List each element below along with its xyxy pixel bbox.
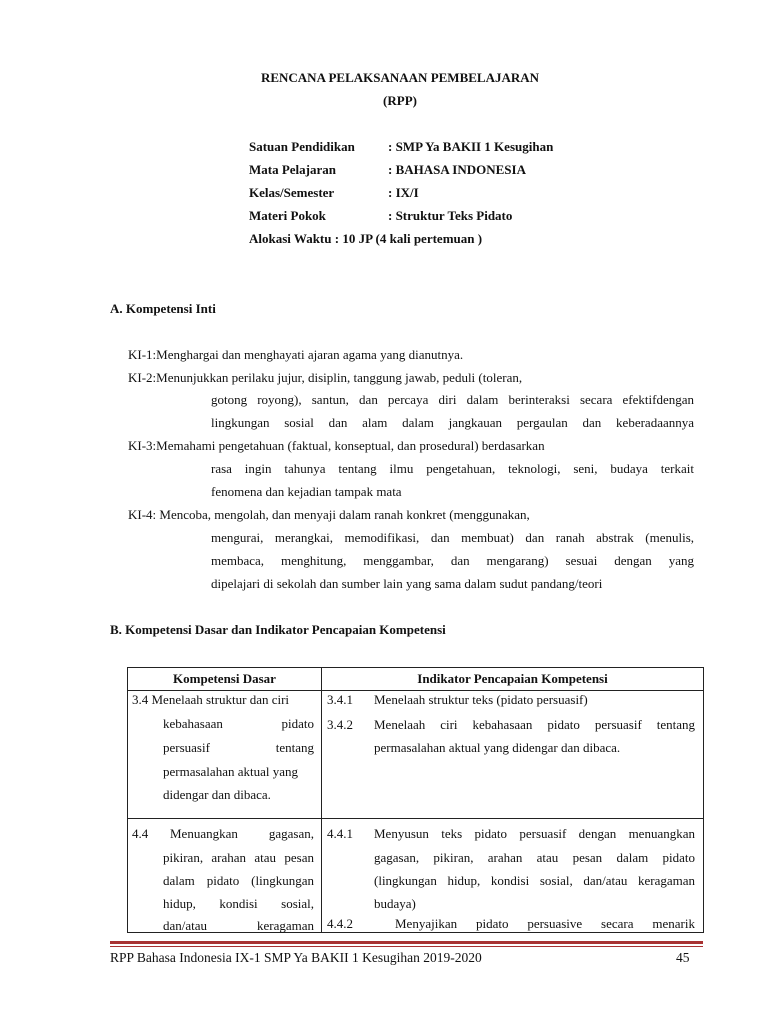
indikator-text: permasalahan aktual yang didengar dan dibaca.	[374, 740, 621, 755]
indikator-text: Menyusun teks pidato persuasif dengan menuangkan	[374, 826, 695, 841]
footer-rule	[110, 946, 703, 947]
indikator-number: 4.4.1	[327, 826, 353, 841]
identity-label-satuan: Satuan Pendidikan	[249, 139, 355, 154]
indikator-number: 3.4.1	[327, 692, 353, 707]
ki-4-line: KI-4: Mencoba, mengolah, dan menyaji dalam ranah konkret (menggunakan,	[128, 507, 530, 522]
ki-3-continuation: rasa ingin tahunya tentang ilmu pengetahuan, teknologi, seni, budaya terkait	[211, 461, 694, 476]
ki-2-continuation: lingkungan sosial dan alam dalam jangkauan pergaulan dan keberadaannya	[211, 415, 694, 430]
kd-3-4-line: didengar dan dibaca.	[163, 787, 271, 802]
table-header-indikator: Indikator Pencapaian Kompetensi	[322, 668, 704, 691]
indikator-text: (lingkungan hidup, kondisi sosial, dan/atau keragaman	[374, 873, 695, 888]
identity-value-kelas: : IX/I	[388, 185, 419, 200]
identity-label-materi: Materi Pokok	[249, 208, 326, 223]
indikator-number: 4.4.2	[327, 916, 353, 931]
kd-3-4-line: 3.4 Menelaah struktur dan ciri	[132, 692, 290, 707]
document-subtitle: (RPP)	[383, 93, 417, 108]
kd-4-4-line: hidup, kondisi sosial,	[163, 896, 314, 911]
page-number: 45	[676, 950, 690, 965]
indikator-text: budaya)	[374, 896, 416, 911]
footer-text: RPP Bahasa Indonesia IX-1 SMP Ya BAKII 1 Kesugihan 2019-2020	[110, 950, 482, 965]
identity-value-satuan: : SMP Ya BAKII 1 Kesugihan	[388, 139, 554, 154]
section-b-heading: B. Kompetensi Dasar dan Indikator Pencapaian Kompetensi	[110, 622, 446, 637]
kd-4-4-line: dan/atau keragaman	[163, 918, 314, 933]
table-header-kd: Kompetensi Dasar	[128, 668, 322, 691]
kd-4-4-line: dalam pidato (lingkungan	[163, 873, 314, 888]
ki-1-line: KI-1:Menghargai dan menghayati ajaran agama yang dianutnya.	[128, 347, 464, 362]
kd-3-4-line: permasalahan aktual yang	[163, 764, 298, 779]
ki-4-continuation: mengurai, merangkai, memodifikasi, dan membuat) dan ranah abstrak (menulis,	[211, 530, 694, 545]
kd-4-4-line: Menuangkan gagasan,	[170, 826, 314, 841]
identity-label-mapel: Mata Pelajaran	[249, 162, 337, 177]
indikator-text: Menyajikan pidato persuasive secara menarik	[395, 916, 695, 931]
alokasi-waktu: Alokasi Waktu : 10 JP (4 kali pertemuan )	[249, 231, 483, 246]
kd-3-4-line: kebahasaan pidato	[163, 716, 314, 731]
document-title: RENCANA PELAKSANAAN PEMBELAJARAN	[260, 70, 540, 85]
section-a-heading: A. Kompetensi Inti	[110, 301, 216, 316]
indikator-text: gagasan, pikiran, arahan atau pesan dalam pidato	[374, 850, 695, 865]
indikator-text: Menelaah ciri kebahasaan pidato persuasif tentang	[374, 717, 695, 732]
ki-2-continuation: gotong royong), santun, dan percaya diri dalam berinteraksi secara efektifdengan	[211, 392, 694, 407]
indikator-text: Menelaah struktur teks (pidato persuasif)	[374, 692, 588, 707]
identity-value-mapel: : BAHASA INDONESIA	[388, 162, 526, 177]
identity-value-materi: : Struktur Teks Pidato	[388, 208, 513, 223]
kd-3-4-line: persuasif tentang	[163, 740, 314, 755]
ki-4-continuation: membaca, menghitung, menggambar, dan mengarang) sesuai dengan yang	[211, 553, 694, 568]
ki-2-line: KI-2:Menunjukkan perilaku jujur, disiplin, tanggung jawab, peduli (toleran,	[128, 370, 523, 385]
kd-4-4-line: pikiran, arahan atau pesan	[163, 850, 314, 865]
kd-4-4-number: 4.4	[132, 826, 149, 841]
identity-label-kelas: Kelas/Semester	[249, 185, 335, 200]
indikator-number: 3.4.2	[327, 717, 353, 732]
footer-rule	[110, 941, 703, 944]
ki-4-continuation: dipelajari di sekolah dan sumber lain yang sama dalam sudut pandang/teori	[211, 576, 603, 591]
table-header-row	[128, 668, 704, 691]
ki-3-continuation: fenomena dan kejadian tampak mata	[211, 484, 402, 499]
ki-3-line: KI-3:Memahami pengetahuan (faktual, konseptual, dan prosedural) berdasarkan	[128, 438, 545, 453]
